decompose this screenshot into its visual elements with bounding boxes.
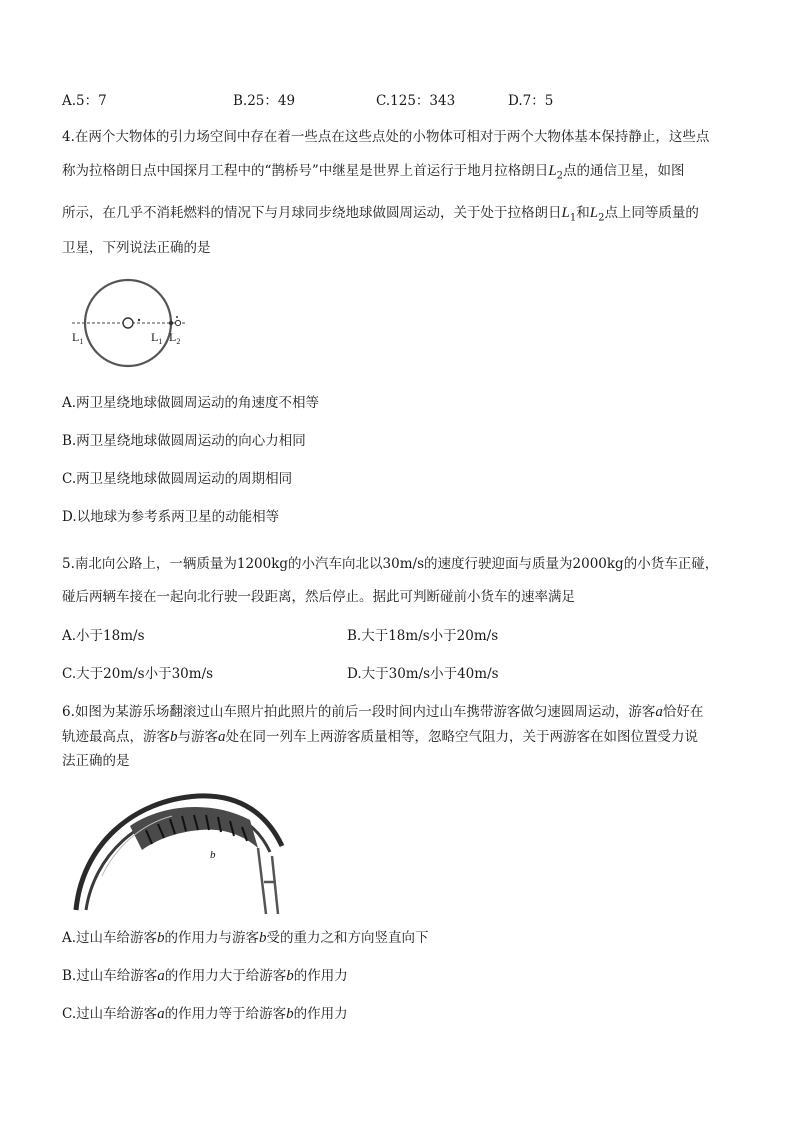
moon-icon bbox=[169, 321, 173, 325]
label-b: b bbox=[210, 849, 216, 861]
coaster-train bbox=[130, 807, 258, 850]
q4-stem-line3: 所示，在几乎不消耗燃料的情况下与月球同步绕地球做圆周运动，关于处于拉格朗日$L_1$和$L_2$点上同等质量的 bbox=[62, 205, 699, 224]
q6-option-c: C.过山车给游客a的作用力等于给游客b的作用力 bbox=[62, 1006, 348, 1022]
q3-option-a: A.5：7 bbox=[62, 93, 107, 109]
track-supports bbox=[258, 848, 278, 914]
q4-option-c: C.两卫星绕地球做圆周运动的周期相同 bbox=[62, 471, 293, 487]
lagrange-orbit-figure bbox=[66, 278, 196, 368]
q5-option-d: D.大于30m/s小于40m/s bbox=[347, 666, 499, 682]
label-l2: $L_2$ bbox=[169, 330, 181, 346]
q4-stem-line1: 4.在两个大物体的引力场空间中存在着一些点在这些点处的小物体可相对于两个大物体基本保持静止，这些点 bbox=[62, 129, 710, 145]
q5-option-a: A.小于18m/s bbox=[62, 628, 145, 644]
q5-option-b: B.大于18m/s小于20m/s bbox=[347, 628, 499, 644]
q4-option-d: D.以地球为参考系两卫星的动能相等 bbox=[62, 509, 280, 525]
q3-option-c: C.125：343 bbox=[376, 93, 456, 109]
q4-stem-line4: 卫星，下列说法正确的是 bbox=[62, 240, 211, 256]
label-l1-left: $L_1$ bbox=[72, 330, 84, 346]
moon-label-dot bbox=[176, 316, 178, 318]
earth-label-dot bbox=[138, 319, 140, 321]
q5-stem-line1: 5.南北向公路上，一辆质量为1200kg的小汽车向北以30m/s的速度行驶迎面与质量为2000kg的小货车正碰， bbox=[62, 556, 719, 572]
q5-option-c: C.大于20m/s小于30m/s bbox=[62, 666, 214, 682]
q3-option-d: D.7：5 bbox=[508, 93, 554, 109]
q6-option-a: A.过山车给游客b的作用力与游客b受的重力之和方向竖直向下 bbox=[62, 930, 429, 946]
q4-option-a: A.两卫星绕地球做圆周运动的角速度不相等 bbox=[62, 395, 320, 411]
q6-stem-line2: 轨迹最高点，游客b与游客a处在同一列车上两游客质量相等，忽略空气阻力，关于两游客在如图位置受力说 bbox=[62, 729, 698, 745]
q5-stem-line2: 碰后两辆车接在一起向北行驶一段距离，然后停止。据此可判断碰前小货车的速率满足 bbox=[62, 589, 575, 605]
label-l1-right: $L_1$ bbox=[151, 330, 163, 346]
q4-stem-line2: 称为拉格朗日点中国探月工程中的“鹊桥号”中继星是世界上首运行于地月拉格朗日$L_2$点的通信卫星，如图 bbox=[62, 163, 685, 182]
q6-option-b: B.过山车给游客a的作用力大于给游客b的作用力 bbox=[62, 968, 348, 984]
q3-option-b: B.25：49 bbox=[233, 93, 296, 109]
q6-stem-line3: 法正确的是 bbox=[62, 753, 130, 769]
earth-icon bbox=[123, 318, 133, 328]
roller-coaster-photo bbox=[72, 786, 290, 914]
q4-option-b: B.两卫星绕地球做圆周运动的向心力相同 bbox=[62, 433, 306, 449]
l2-satellite-icon bbox=[175, 320, 180, 325]
q6-stem-line1: 6.如图为某游乐场翻滚过山车照片拍此照片的前后一段时间内过山车携带游客做匀速圆周运动，游客a恰好在 bbox=[62, 704, 704, 720]
